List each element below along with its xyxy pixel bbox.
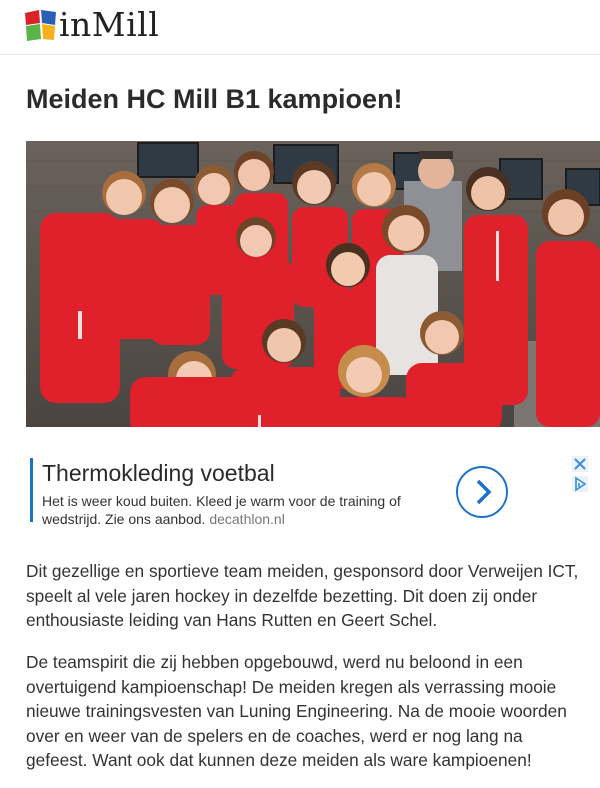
site-logo[interactable] [24,5,160,44]
ad-description [42,492,442,528]
article-paragraph-1: Dit gezellige en sportieve team meiden, gesponsord door Verweijen ICT, speelt al vele jaren hockey in dezelfde bezetting. Dit doen zij onder enthousiaste leiding van Hans Rutten en Geert Schel. [26,561,579,630]
ad-open-button[interactable] [456,466,508,518]
ad-title[interactable]: Thermokleding voetbal [42,460,275,486]
ad-accent-bar [30,458,33,522]
ad-description-text: Het is weer koud buiten. Kleed je warm voor de training of wedstrijd. Zie ons aanbod. [42,493,401,527]
adchoices-icon[interactable] [572,476,588,492]
ad-banner[interactable] [26,454,600,534]
article-title: Meiden HC Mill B1 kampioen! [26,84,403,114]
ad-domain[interactable]: decathlon.nl [209,511,285,527]
site-header [0,0,600,55]
close-icon[interactable] [572,456,588,472]
chevron-right-icon [458,468,506,516]
logo-text: inMill [59,5,160,44]
team-photo [26,141,600,427]
logo-mark-icon [24,8,58,42]
article-paragraph-2: De teamspirit die zij hebben opgebouwd, werd nu beloond in een overtuigend kampioenschap! De meiden kregen als verrassing mooie nieuwe trainingsvesten van Luning Engineering. Na de mooie woorden over en weer van de spelers en de coaches, werd er nog lang na gefeest. Want ook dat kunnen deze meiden als ware kampioenen! [26,652,567,770]
